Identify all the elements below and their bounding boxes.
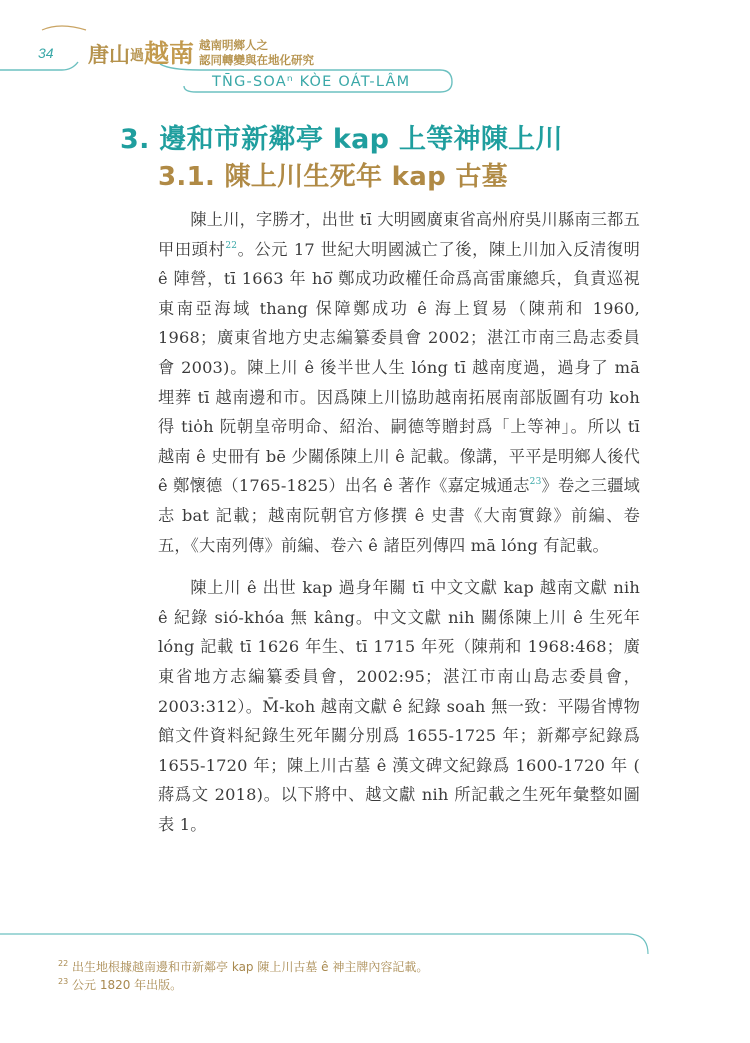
paragraph-1-text-b: 。公元 17 世紀大明國滅亡了後，陳上川加入反清復明 ê 陣營，tī 1663 年 hō͘ 鄭成功政權任命爲高雷廉總兵，負責巡視東南亞海域 thang 保障鄭成功 ê 海上貿易（陳荊和 1960, 1968；廣東省地方史志編纂委員會 2002；湛江市南三島志委員會 2003)。陳上川 ê 後半世人生 lóng tī 越南度過，過身了 mā 埋葬 tī 越南邊和市。因爲陳上川協助越南拓展南部版圖有功 koh 得 tio̍h 阮朝皇帝明命、紹治、嗣德等贈封爲「上等神」。所以 tī 越南 ê 史冊有 bē 少關係陳上川 ê 記載。像講，平平是明鄉人後代 ê 鄭懷德（1765-1825）出名 ê 著作《嘉定城通志 <box>158 239 640 496</box>
paragraph-1-text-a: 陳上川，字勝才，出世 tī 大明國廣東省高州府吳川縣南三都五甲田頭村 <box>158 210 640 259</box>
footnote-text: 出生地根據越南邊和市新鄰亭 kap 陳上川古墓 ê 神主牌內容記載。 <box>72 960 429 974</box>
footnote-text: 公元 1820 年出版。 <box>72 978 183 992</box>
book-subtitle <box>199 38 314 68</box>
footnote-ref-23[interactable]: 23 <box>529 477 542 488</box>
page-header <box>0 0 750 110</box>
paragraph-2: 陳上川 ê 出世 kap 過身年關 tī 中文文獻 kap 越南文獻 nih ê 紀錄 sió-khóa 無 kâng。中文文獻 nih 關係陳上川 ê 生死年 lóng 記載 tī 1626 年生、tī 1715 年死（陳荊和 1968:468；廣東省地方志編纂委員會，2002:95；湛江市南山島志委員會，2003:312）。M̄-koh 越南文獻 ê 紀錄 soah 無一致：平陽省博物館文件資料紀錄生死年關分別爲 1655-1725 年；新鄰亭紀錄爲 1655-1720 年；陳上川古墓 ê 漢文碑文紀錄爲 1600-1720 年 ( 蔣爲文 2018)。以下將中、越文獻 nih 所記載之生死年彙整如圖表 1。 <box>158 578 640 834</box>
book-title-part2: 過 <box>130 48 144 64</box>
book-title <box>88 34 194 70</box>
book-title-part1: 唐山 <box>88 43 130 67</box>
body-text <box>158 205 640 839</box>
book-title-part3: 越南 <box>144 39 195 68</box>
section-heading: 3. 邊和市新鄰亭 kap 上等神陳上川 <box>120 124 563 155</box>
footnotes <box>58 958 698 994</box>
book-subtitle-line1: 越南明鄉人之 <box>199 38 268 52</box>
book-subtitle-line2: 認同轉變與在地化研究 <box>199 53 314 67</box>
subsection-heading: 3.1. 陳上川生死年 kap 古墓 <box>158 162 508 192</box>
page-number: 34 <box>38 45 54 61</box>
footnote-23 <box>58 976 698 994</box>
paragraph-1 <box>158 205 640 560</box>
book-title-romanized: TN̄G-SOAⁿ KÒE OÁT-LÂM <box>212 74 411 90</box>
paragraph-1-text-c: 》卷之三疆域志 bat 記載；越南阮朝官方修撰 ê 史書《大南實錄》前編、卷五，《大南列傳》前編、卷六 ê 諸臣列傳四 mā lóng 有記載。 <box>158 476 641 555</box>
footnote-number: 23 <box>58 977 69 986</box>
footnote-number: 22 <box>58 959 69 968</box>
footnote-ref-22[interactable]: 22 <box>225 240 238 251</box>
footnote-22 <box>58 958 698 976</box>
